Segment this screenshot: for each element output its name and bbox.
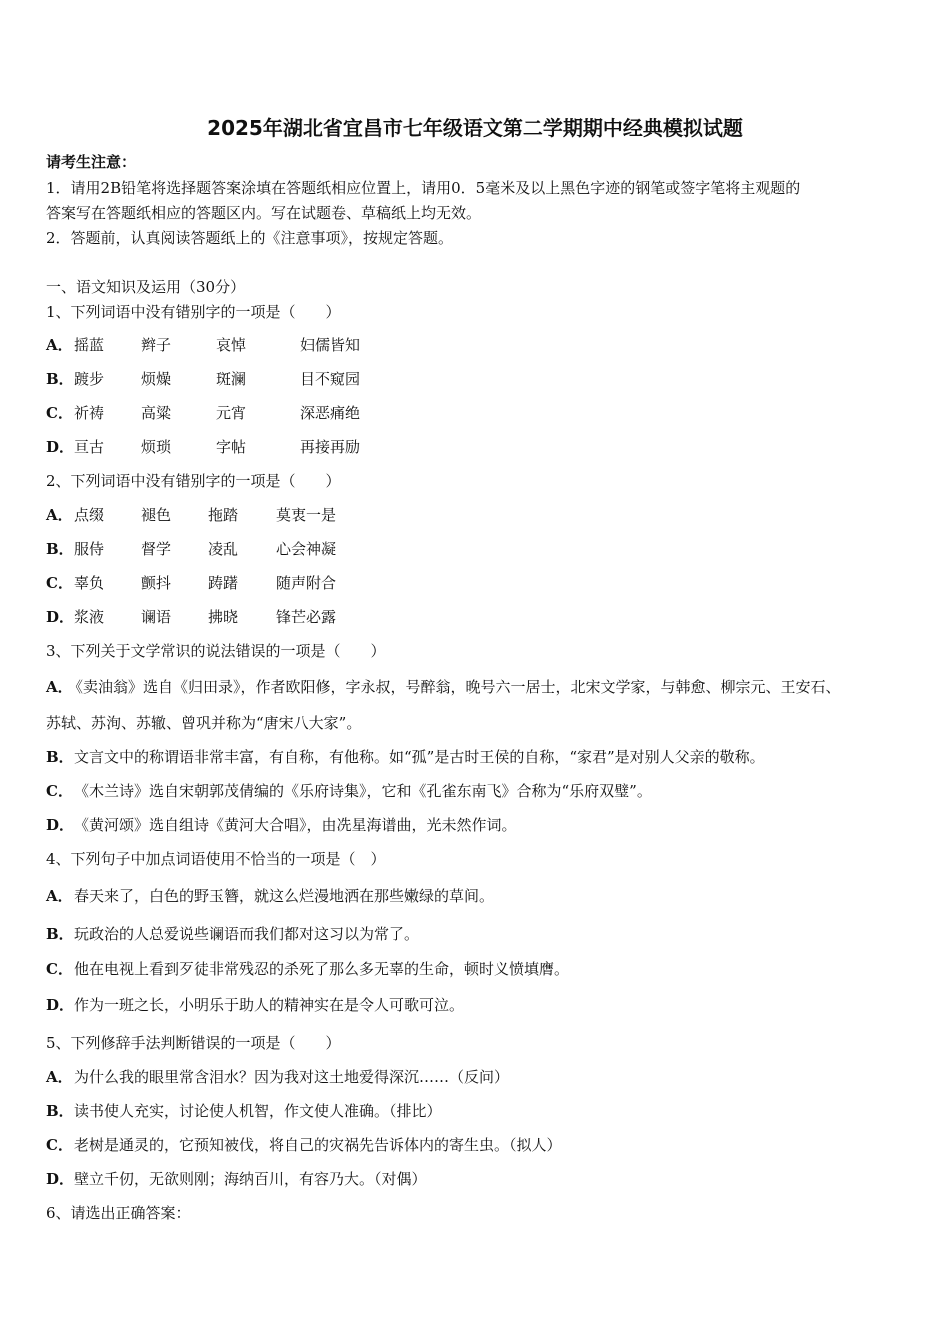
question-6-stem: 6、请选出正确答案： (46, 1204, 191, 1222)
q4-option-a[interactable]: A．春天来了，白色的野玉簪，就这么烂漫地洒在那些嫩绿的草间。 (46, 887, 495, 905)
section-heading: 一、语文知识及运用（30分） (46, 278, 246, 296)
q3-option-a[interactable]: A．《卖油翁》选自《归田录》，作者欧阳修，字永叔，号醉翁，晚号六一居士，北宋文学家，与韩愈、柳宗元、王安石、 (46, 678, 841, 696)
q1-option-c[interactable]: C．祈祷 高粱 元宵 深恶痛绝 (46, 404, 361, 422)
q3-option-a-cont: 苏轼、苏洵、苏辙、曾巩并称为“唐宋八大家”。 (46, 714, 362, 732)
question-2-stem: 2、下列词语中没有错别字的一项是（ ） (46, 472, 341, 490)
q2-option-a[interactable]: A．点缀 褪色 拖踏 莫衷一是 (46, 506, 337, 524)
q3-option-b[interactable]: B．文言文中的称谓语非常丰富，有自称，有他称。如“孤”是古时王侯的自称，“家君”是对别人父亲的敬称。 (46, 748, 765, 766)
notice-line-1b: 答案写在答题纸相应的答题区内。写在试题卷、草稿纸上均无效。 (46, 204, 482, 222)
question-3-stem: 3、下列关于文学常识的说法错误的一项是（ ） (46, 642, 386, 660)
q4-option-b[interactable]: B．玩政治的人总爱说些谰语而我们都对这习以为常了。 (46, 925, 420, 943)
notice-heading: 请考生注意： (46, 153, 137, 171)
q4-option-d[interactable]: D．作为一班之长，小明乐于助人的精神实在是令人可歌可泣。 (46, 996, 465, 1014)
q5-option-c[interactable]: C．老树是通灵的，它预知被伐，将自己的灾祸先告诉体内的寄生虫。（拟人） (46, 1136, 562, 1154)
q1-option-d[interactable]: D．亘古 烦琐 字帖 再接再励 (46, 438, 361, 456)
q3-option-c[interactable]: C．《木兰诗》选自宋朝郭茂倩编的《乐府诗集》，它和《孔雀东南飞》合称为“乐府双璧”。 (46, 782, 652, 800)
q5-option-a[interactable]: A．为什么我的眼里常含泪水？因为我对这土地爱得深沉……（反问） (46, 1068, 510, 1086)
notice-line-1: 1．请用2B铅笔将选择题答案涂填在答题纸相应位置上，请用0．5毫米及以上黑色字迹的钢笔或签字笔将主观题的 (46, 179, 801, 197)
question-5-stem: 5、下列修辞手法判断错误的一项是（ ） (46, 1034, 341, 1052)
q4-option-c[interactable]: C．他在电视上看到歹徒非常残忍的杀死了那么多无辜的生命，顿时义愤填膺。 (46, 960, 570, 978)
question-1-stem: 1、下列词语中没有错别字的一项是（ ） (46, 303, 341, 321)
q2-option-d[interactable]: D．浆液 谰语 拂晓 锋芒必露 (46, 608, 337, 626)
q2-option-b[interactable]: B．服侍 督学 凌乱 心会神凝 (46, 540, 337, 558)
page-title: 2025年湖北省宜昌市七年级语文第二学期期中经典模拟试题 (207, 116, 743, 140)
notice-line-2: 2．答题前，认真阅读答题纸上的《注意事项》，按规定答题。 (46, 229, 454, 247)
q5-option-b[interactable]: B．读书使人充实，讨论使人机智，作文使人准确。（排比） (46, 1102, 442, 1120)
q2-option-c[interactable]: C．辜负 颤抖 踌躇 随声附合 (46, 574, 337, 592)
q5-option-d[interactable]: D．壁立千仞，无欲则刚；海纳百川，有容乃大。（对偶） (46, 1170, 427, 1188)
q3-option-d[interactable]: D．《黄河颂》选自组诗《黄河大合唱》，由冼星海谱曲，光未然作词。 (46, 816, 517, 834)
question-4-stem: 4、下列句子中加点词语使用不恰当的一项是（ ） (46, 850, 386, 868)
q1-option-b[interactable]: B．踱步 烦燥 斑澜 目不窥园 (46, 370, 361, 388)
q1-option-a[interactable]: A．摇蓝 辫子 哀悼 妇儒皆知 (46, 336, 361, 354)
